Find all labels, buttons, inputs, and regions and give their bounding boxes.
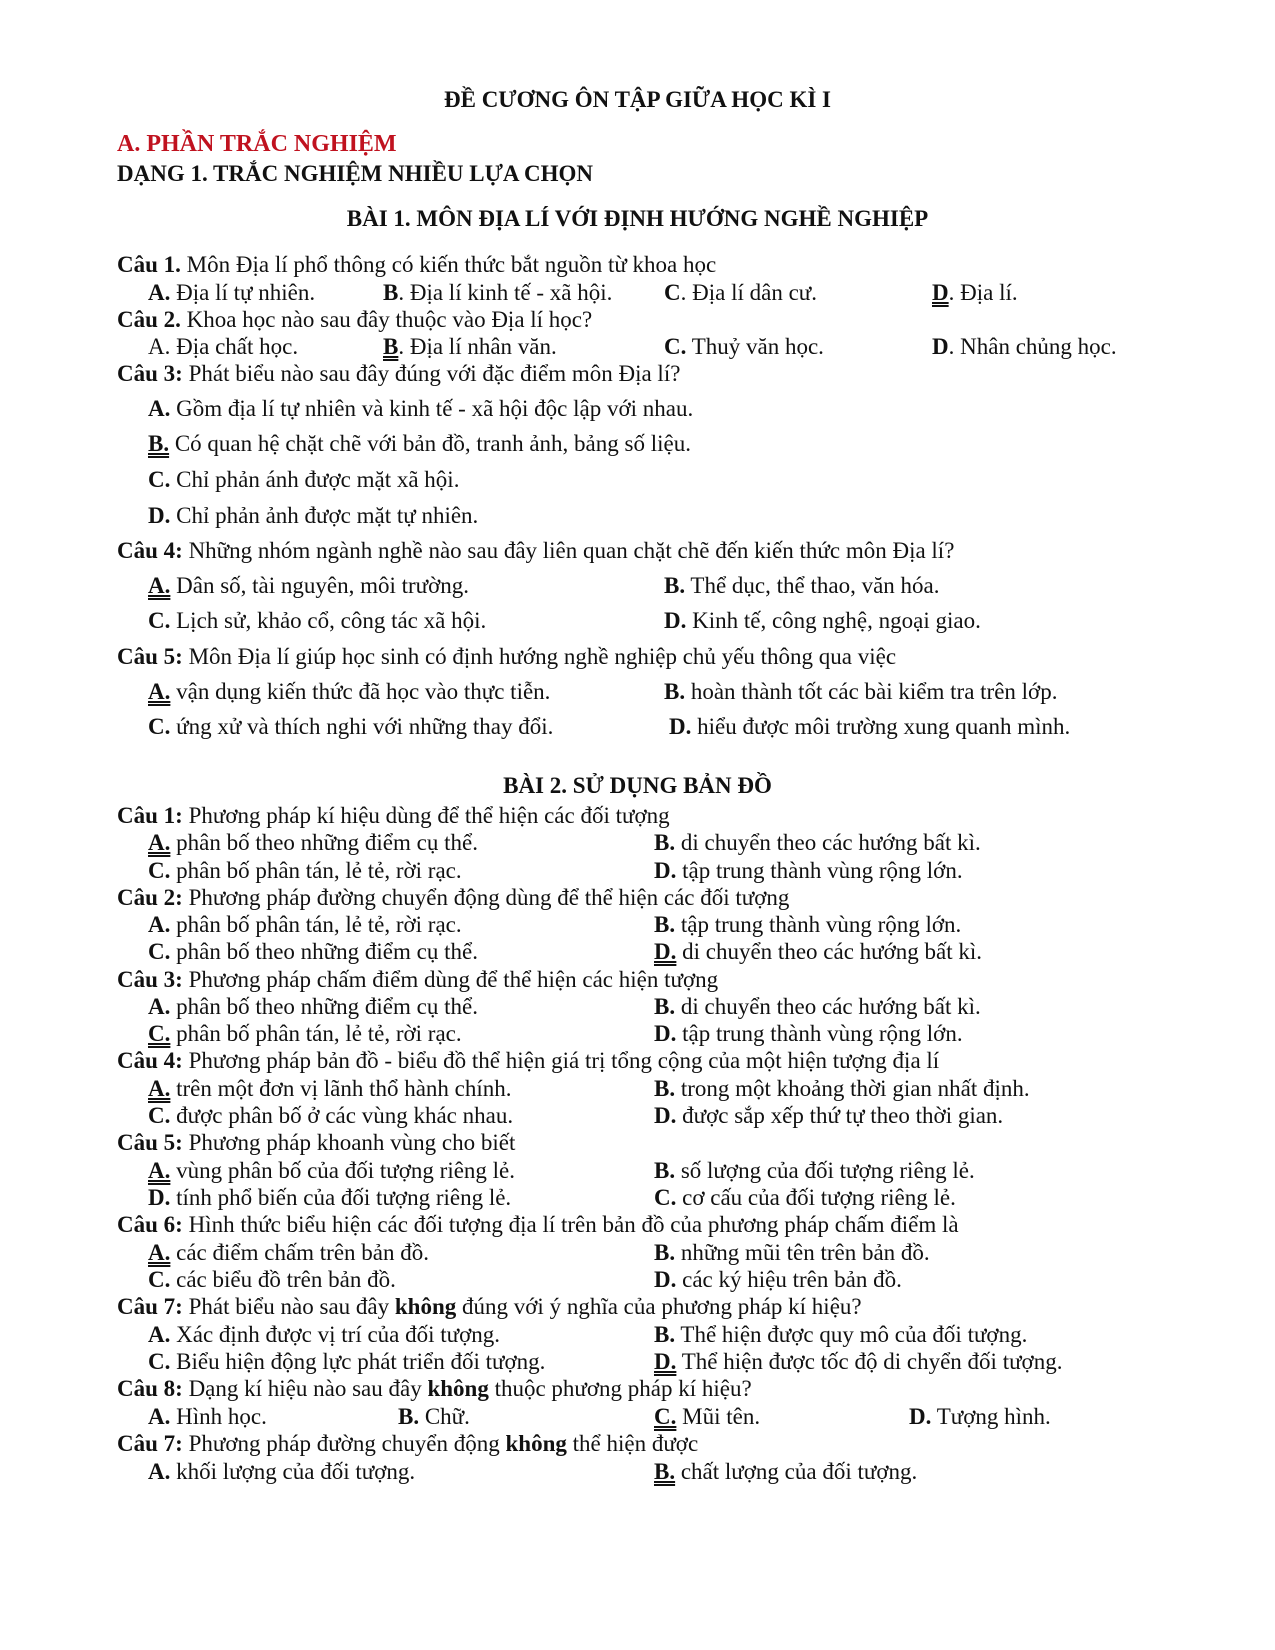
answer-1-3-d: D. Chỉ phản ảnh được mặt tự nhiên. [148,503,479,528]
question-2-3: Câu 3: Phương pháp chấm điểm dùng để thể hiện các hiện tượng [117,967,719,992]
answer-1-2-b-correct: B. Địa lí nhân văn. [383,334,557,359]
answer-1-1-b: B. Địa lí kinh tế - xã hội. [383,280,613,305]
answer-2-2-b: B. tập trung thành vùng rộng lớn. [654,912,962,937]
answer-2-8-a: A. Hình học. [148,1404,267,1429]
answer-1-5-d: D. hiểu được môi trường xung quanh mình. [669,714,1071,739]
answer-1-5-a-correct: A. vận dụng kiến thức đã học vào thực tiễn. [148,679,551,704]
question-2-9: Câu 7: Phương pháp đường chuyển động không thể hiện được [117,1431,699,1456]
answer-2-4-d: D. được sắp xếp thứ tự theo thời gian. [654,1103,1004,1128]
question-1-5: Câu 5: Môn Địa lí giúp học sinh có định hướng nghề nghiệp chủ yếu thông qua việc [117,644,897,669]
answer-2-4-c: C. được phân bố ở các vùng khác nhau. [148,1103,514,1128]
answer-2-5-c: C. cơ cấu của đối tượng riêng lẻ. [654,1185,956,1210]
question-2-6: Câu 6: Hình thức biểu hiện các đối tượng địa lí trên bản đồ của phương pháp chấm điểm là [117,1212,959,1237]
answer-2-7-a: A. Xác định được vị trí của đối tượng. [148,1322,501,1347]
answer-1-4-a-correct: A. Dân số, tài nguyên, môi trường. [148,573,470,598]
question-1-3: Câu 3: Phát biểu nào sau đây đúng với đặc điểm môn Địa lí? [117,361,681,386]
answer-1-4-d: D. Kinh tế, công nghệ, ngoại giao. [664,608,981,633]
answer-2-8-b: B. Chữ. [398,1404,470,1429]
answer-2-4-b: B. trong một khoảng thời gian nhất định. [654,1076,1030,1101]
answer-2-1-c: C. phân bố phân tán, lẻ tẻ, rời rạc. [148,858,462,883]
question-1-1: Câu 1. Môn Địa lí phổ thông có kiến thức bắt nguồn từ khoa học [117,252,717,277]
question-2-2: Câu 2: Phương pháp đường chuyển động dùng để thể hiện các đối tượng [117,885,790,910]
answer-2-6-a-correct: A. các điểm chấm trên bản đồ. [148,1240,430,1265]
answer-1-5-c: C. ứng xử và thích nghi với những thay đổi. [148,714,554,739]
answer-2-2-a: A. phân bố phân tán, lẻ tẻ, rời rạc. [148,912,462,937]
answer-1-5-b: B. hoàn thành tốt các bài kiểm tra trên lớp. [664,679,1058,704]
answer-2-3-d: D. tập trung thành vùng rộng lớn. [654,1021,963,1046]
answer-1-1-c: C. Địa lí dân cư. [664,280,817,305]
lesson-2-title: BÀI 2. SỬ DỤNG BẢN ĐỒ [503,773,772,798]
answer-2-6-d: D. các ký hiệu trên bản đồ. [654,1267,902,1292]
answer-1-2-a: A. Địa chất học. [148,334,299,359]
answer-2-2-c: C. phân bố theo những điểm cụ thể. [148,939,478,964]
section-heading-part-a: A. PHẦN TRẮC NGHIỆM [117,131,397,157]
question-2-8: Câu 8: Dạng kí hiệu nào sau đây không thuộc phương pháp kí hiệu? [117,1376,752,1401]
answer-2-7-b: B. Thể hiện được quy mô của đối tượng. [654,1322,1028,1347]
section-heading-dang-1: DẠNG 1. TRẮC NGHIỆM NHIỀU LỰA CHỌN [117,161,594,186]
answer-2-6-c: C. các biểu đồ trên bản đồ. [148,1267,396,1292]
answer-2-9-a: A. khối lượng của đối tượng. [148,1459,416,1484]
answer-1-3-b-correct: B. Có quan hệ chặt chẽ với bản đồ, tranh ảnh, bảng số liệu. [148,431,691,456]
answer-1-4-c: C. Lịch sử, khảo cổ, công tác xã hội. [148,608,487,633]
answer-1-1-a: A. Địa lí tự nhiên. [148,280,316,305]
document-title: ĐỀ CƯƠNG ÔN TẬP GIỮA HỌC KÌ I [444,87,831,112]
answer-2-1-b: B. di chuyển theo các hướng bất kì. [654,830,981,855]
answer-2-5-b: B. số lượng của đối tượng riêng lẻ. [654,1158,975,1183]
answer-2-3-c-correct: C. phân bố phân tán, lẻ tẻ, rời rạc. [148,1021,462,1046]
answer-2-4-a-correct: A. trên một đơn vị lãnh thổ hành chính. [148,1076,512,1101]
answer-1-3-a: A. Gồm địa lí tự nhiên và kinh tế - xã hội độc lập với nhau. [148,396,694,421]
answer-2-3-b: B. di chuyển theo các hướng bất kì. [654,994,981,1019]
answer-2-9-b-correct: B. chất lượng của đối tượng. [654,1459,918,1484]
answer-2-8-d: D. Tượng hình. [909,1404,1051,1429]
answer-2-6-b: B. những mũi tên trên bản đồ. [654,1240,930,1265]
answer-1-2-c: C. Thuỷ văn học. [664,334,824,359]
question-2-1: Câu 1: Phương pháp kí hiệu dùng để thể hiện các đối tượng [117,803,670,828]
answer-1-4-b: B. Thể dục, thể thao, văn hóa. [664,573,940,598]
answer-2-7-c: C. Biểu hiện động lực phát triển đối tượng. [148,1349,546,1374]
answer-1-2-d: D. Nhân chủng học. [932,334,1117,359]
answer-2-2-d-correct: D. di chuyển theo các hướng bất kì. [654,939,983,964]
answer-2-7-d-correct: D. Thể hiện được tốc độ di chyển đối tượng. [654,1349,1063,1374]
question-2-5: Câu 5: Phương pháp khoanh vùng cho biết [117,1130,516,1155]
answer-1-3-c: C. Chỉ phản ánh được mặt xã hội. [148,467,460,492]
lesson-1-title: BÀI 1. MÔN ĐỊA LÍ VỚI ĐỊNH HƯỚNG NGHỀ NGHIỆP [346,206,929,231]
answer-2-5-d: D. tính phổ biến của đối tượng riêng lẻ. [148,1185,512,1210]
question-1-2: Câu 2. Khoa học nào sau đây thuộc vào Địa lí học? [117,307,593,332]
answer-2-1-a-correct: A. phân bố theo những điểm cụ thể. [148,830,478,855]
answer-2-3-a: A. phân bố theo những điểm cụ thể. [148,994,478,1019]
answer-2-8-c-correct: C. Mũi tên. [654,1404,761,1429]
question-2-7: Câu 7: Phát biểu nào sau đây không đúng với ý nghĩa của phương pháp kí hiệu? [117,1294,862,1319]
answer-2-1-d: D. tập trung thành vùng rộng lớn. [654,858,963,883]
answer-2-5-a-correct: A. vùng phân bố của đối tượng riêng lẻ. [148,1158,516,1183]
answer-1-1-d-correct: D. Địa lí. [932,280,1018,305]
question-2-4: Câu 4: Phương pháp bản đồ - biểu đồ thể hiện giá trị tổng cộng của một hiện tượng địa lí [117,1048,940,1073]
question-1-4: Câu 4: Những nhóm ngành nghề nào sau đây liên quan chặt chẽ đến kiến thức môn Địa lí? [117,538,955,563]
